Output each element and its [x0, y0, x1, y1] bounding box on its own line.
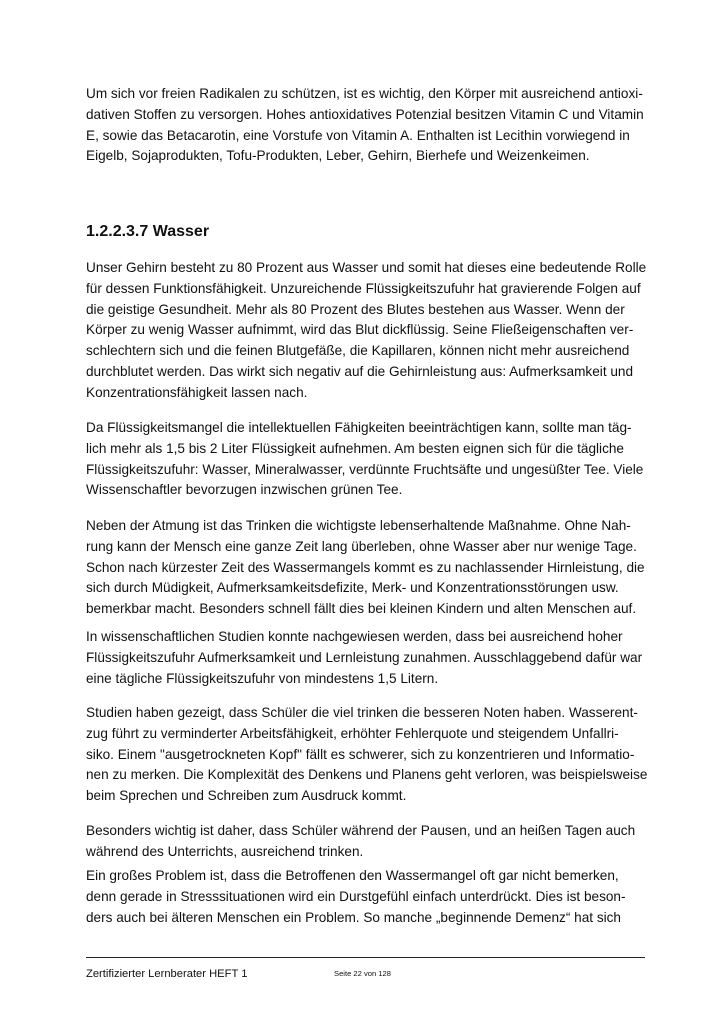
footer-title: Zertifizierter Lernberater HEFT 1	[86, 968, 248, 980]
paragraph-fluid-intake: Da Flüssigkeitsmangel die intellektuellen Fähigkeiten beeinträchtigen kann, sollte man täg- lich mehr als 1,5 bis 2 Liter Flüssigkeit aufnehmen. Am besten eignen sich für die tägliche Flüssigkeitszufuhr: Wasser, Mineralwasser, verdünnte Fruchtsäfte und ungesüßter Tee. Viele Wissenschaftler bevorzugen inzwischen grünen Tee.	[86, 420, 644, 498]
paragraph-antioxidants: Um sich vor freien Radikalen zu schützen, ist es wichtig, den Körper mit ausreichend antioxi- dativen Stoffen zu versorgen. Hohes antioxidatives Potenzial besitzen Vitamin C und Vitamin E, sowie das Betacarotin, eine Vorstufe von Vitamin A. Enthalten ist Lecithin vorwiegend in Eigelb, Sojaprodukten, Tofu-Produkten, Leber, Gehirn, Bierhefe und Weizenkeimen.	[86, 86, 644, 164]
footer-page-number: Seite 22 von 128	[334, 969, 391, 978]
paragraph-school-grades: Studien haben gezeigt, dass Schüler die viel trinken die besseren Noten haben. Wasserent- zug führt zu verminderter Arbeitsfähigkeit, erhöhter Fehlerquote und steigendem Unfallri- siko. Einem "ausgetrockneten Kopf" fällt es schwerer, sich zu konzentrieren und Informatio- nen zu merken. Die Komplexität des Denkens und Planens geht verloren, was beispielsweise beim Sprechen und Schreiben zum Ausdruck kommt.	[86, 705, 648, 804]
paragraph-scientific-studies: In wissenschaftlichen Studien konnte nachgewiesen werden, dass bei ausreichend hoher Flüssigkeitszufuhr Aufmerksamkeit und Lernleistung zunahmen. Ausschlaggebend dafür war eine tägliche Flüssigkeitszufuhr von mindestens 1,5 Litern.	[86, 629, 643, 686]
paragraph-brain-water: Unser Gehirn besteht zu 80 Prozent aus Wasser und somit hat dieses eine bedeutende Rolle für dessen Funktionsfähigkeit. Unzureichende Flüssigkeitszufuhr hat gravierende Folgen auf die geistige Gesundheit. Mehr als 80 Prozent des Blutes bestehen aus Wasser. Wenn der Körper zu wenig Wasser aufnimmt, wird das Blut dickflüssig. Seine Fließeigenschaften ver- schlechtern sich und die feinen Blutgefäße, die Kapillaren, können nicht mehr ausreichend durchblutet werden. Das wirkt sich negativ auf die Gehirnleistung aus: Aufmerksamkeit und Konzentrationsfähigkeit lassen nach.	[86, 260, 647, 400]
footer-divider	[86, 957, 645, 958]
section-heading-wasser: 1.2.2.3.7 Wasser	[86, 223, 210, 240]
paragraph-drinking-vital: Neben der Atmung ist das Trinken die wichtigste lebenserhaltende Maßnahme. Ohne Nah- rung kann der Mensch eine ganze Zeit lang überleben, ohne Wasser aber nur wenige Tage. Schon nach kürzester Zeit des Wassermangels kommt es zu nachlassender Hirnleistung, die sich durch Müdigkeit, Aufmerksamkeitsdefizite, Merk- und Konzentrationsstörungen usw. bemerkbar macht. Besonders schnell fällt dies bei kleinen Kindern und alten Menschen auf.	[86, 518, 645, 617]
paragraph-breaks-drinking: Besonders wichtig ist daher, dass Schüler während der Pausen, und an heißen Tagen auch während des Unterrichts, ausreichend trinken.	[86, 823, 636, 859]
paragraph-water-deficiency-problem: Ein großes Problem ist, dass die Betroffenen den Wassermangel oft gar nicht bemerken, denn gerade in Stresssituationen wird ein Durstgefühl einfach unterdrückt. Dies ist beson- ders auch bei älteren Menschen ein Problem. So manche „beginnende Demenz“ hat sich	[86, 868, 626, 925]
